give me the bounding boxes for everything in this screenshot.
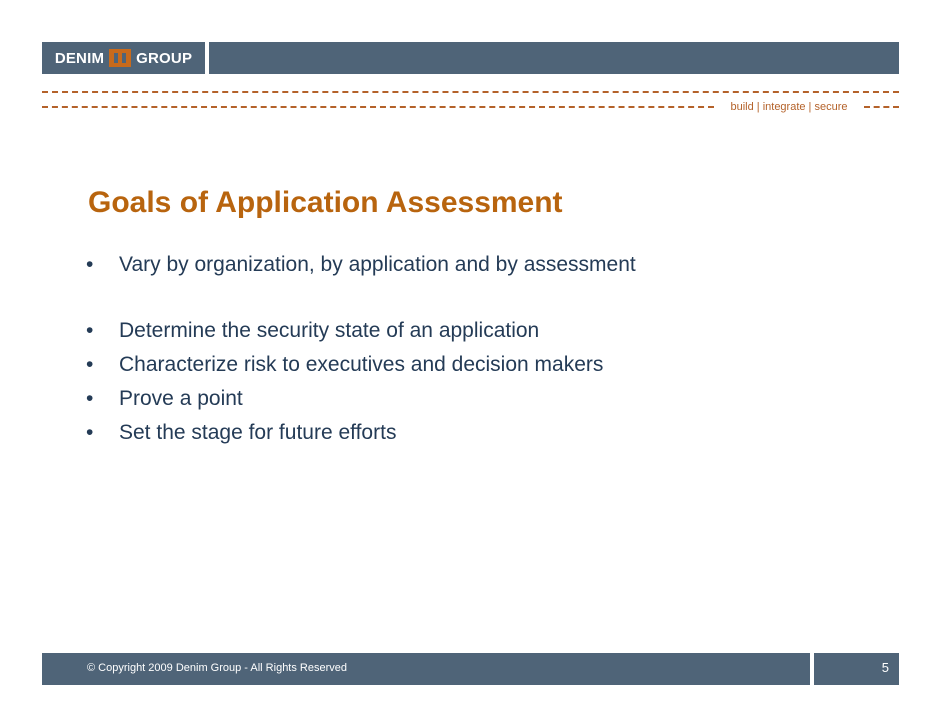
bullet-item: • Determine the security state of an application: [86, 316, 636, 350]
bullet-item: • Characterize risk to executives and decision makers: [86, 350, 636, 384]
bullet-item: • Vary by organization, by application and by assessment: [86, 250, 636, 284]
logo-mark-icon: [109, 49, 131, 67]
bullet-item: • Set the stage for future efforts: [86, 418, 636, 452]
logo-word-denim: DENIM: [54, 49, 105, 67]
company-logo: [42, 42, 205, 74]
footer-bar: [42, 653, 810, 685]
page-number: 5: [881, 660, 889, 675]
bullet-list: [86, 250, 636, 452]
header-divider-top: [42, 91, 899, 93]
slide-title: Goals of Application Assessment: [88, 186, 563, 219]
header-divider-bottom-right: [864, 106, 899, 108]
bullet-item: • Prove a point: [86, 384, 636, 418]
header-bar: [209, 42, 899, 74]
page-number-box: [814, 653, 899, 685]
logo-word-group: GROUP: [136, 49, 193, 67]
header-divider-bottom-left: [42, 106, 714, 108]
copyright-text: © Copyright 2009 Denim Group - All Rights Reserved: [87, 662, 347, 674]
tagline: build | integrate | secure: [730, 101, 848, 113]
